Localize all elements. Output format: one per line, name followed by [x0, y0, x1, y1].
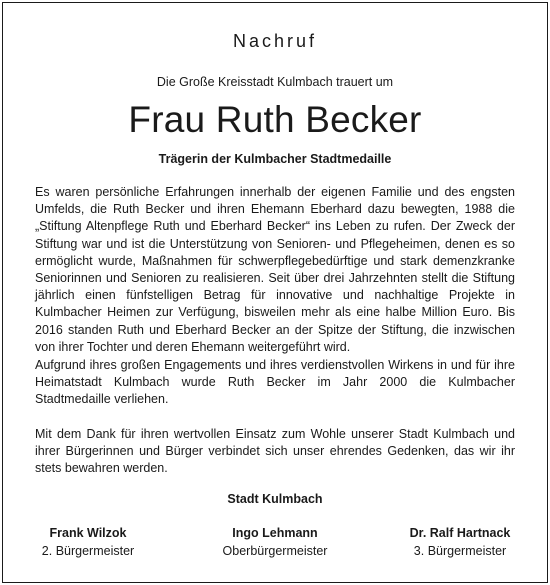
body-paragraph-3: Mit dem Dank für ihren wertvollen Einsatz zum Wohle unserer Stadt Kulmbach und ihrer Bürgerinnen und Bürger verbindet sich unser ehrendes Gedenken, das wir ihr stets bewahren werden.	[35, 427, 515, 476]
signatory-name: Frank Wilzok	[49, 526, 127, 540]
intro-line: Die Große Kreisstadt Kulmbach trauert um	[156, 75, 394, 89]
body-paragraph-1: Es waren persönliche Erfahrungen innerhalb der eigenen Familie und des engsten Umfelds, die Ruth Becker und ihren Ehemann Eberhard dazu bewegten, 1988 die „Stiftung Altenpflege Ruth und Eberhard Becker“ ins Leben zu rufen. Der Zweck der Stiftung war und ist die Unterstützung von Senioren- und Pflegeheimen, denen es so ermöglicht wurde, Maßnahmen für schwerpflegebedürftige und stark demenzkranke Seniorinnen und Senioren zu realisieren. Seit über drei Jahrzehnten stellt die Stiftung jährlich einen fünfstelligen Betrag für innovative und nachhaltige Projekte in Kulmbacher Heimen zur Verfügung, bisweilen mehr als eine halbe Million Euro. Bis 2016 standen Ruth und Eberhard Becker an der Spitze der Stiftung, die inzwischen von ihrer Tochter und deren Ehemann weitergeführt wird.	[35, 185, 515, 354]
organization-name: Stadt Kulmbach	[227, 492, 323, 506]
signatory-2	[195, 524, 355, 560]
honor-subtitle: Trägerin der Kulmbacher Stadtmedaille	[158, 152, 392, 166]
deceased-name: Frau Ruth Becker	[128, 99, 422, 140]
signatory-name: Dr. Ralf Hartnack	[409, 526, 511, 540]
signatory-role: Oberbürgermeister	[222, 544, 328, 558]
signatory-3	[380, 524, 540, 560]
notice-heading: Nachruf	[232, 31, 318, 51]
signatory-role: 2. Bürgermeister	[41, 544, 135, 558]
signatory-1	[8, 524, 168, 560]
body-paragraph-2: Aufgrund ihres großen Engagements und ihres verdienstvollen Wirkens in und für ihre Heimatstadt Kulmbach wurde Ruth Becker im Jahr 2000 die Kulmbacher Stadtmedaille verliehen.	[35, 358, 515, 407]
signatory-name: Ingo Lehmann	[232, 526, 318, 540]
signatory-role: 3. Bürgermeister	[413, 544, 507, 558]
